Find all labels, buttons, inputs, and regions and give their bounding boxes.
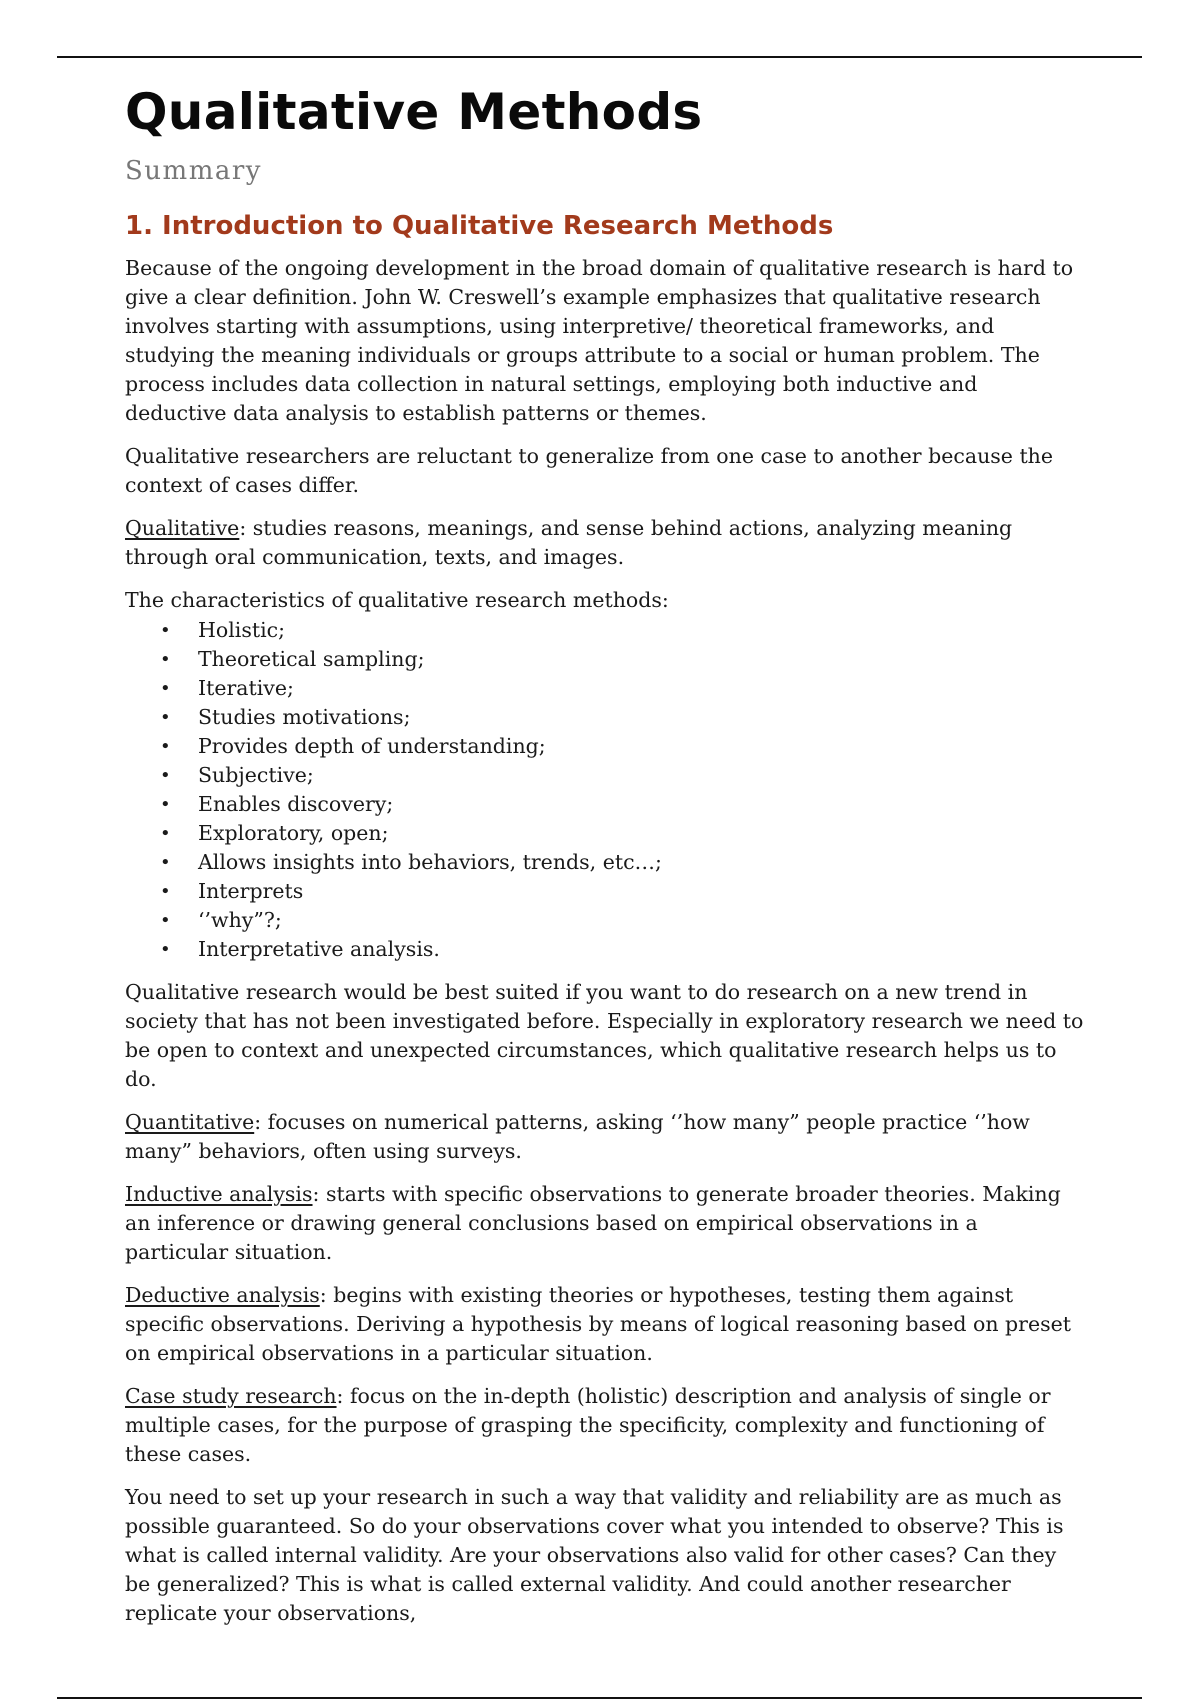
bullet-icon: • [160,678,171,699]
section-heading: 1. Introduction to Qualitative Research Methods [125,211,834,241]
bullet-icon: • [160,765,171,786]
inductive-definition [125,1180,1085,1267]
list-item: • Holistic; [160,616,1085,645]
list-item: • Interpretative analysis. [160,935,1085,964]
quantitative-definition [125,1108,1085,1166]
deductive-text: : begins with existing theories or hypotheses, testing them against specific observations. Deriving a hypothesis by means of logical reasoning based on preset on empirical observations in a particular situation. [125,1283,1071,1365]
characteristics-list [125,616,1085,964]
bullet-icon: • [160,794,171,815]
list-item: • Theoretical sampling; [160,645,1085,674]
list-item: • Iterative; [160,674,1085,703]
list-item: • Allows insights into behaviors, trends, etc…; [160,848,1085,877]
validity-paragraph: You need to set up your research in such a way that validity and reliability are as much as possible guaranteed. So do your observations cover what you intended to observe? This is what is called internal validity. Are your observations also valid for other cases? Can they be generalized? This is what is called external validity. And could another researcher replicate your observations, [125,1485,1064,1625]
characteristics-intro: The characteristics of qualitative research methods: [125,588,669,612]
bullet-icon: • [160,939,171,960]
deductive-term: Deductive analysis [125,1283,320,1307]
quantitative-text: : focuses on numerical patterns, asking ‘’how many” people practice ‘’how many” behaviors, often using surveys. [125,1110,1030,1163]
document-subtitle: Summary [125,156,262,186]
bullet-icon: • [160,649,171,670]
qualitative-term: Qualitative [125,516,240,540]
inductive-term: Inductive analysis [125,1182,313,1206]
list-item: • Interprets [160,877,1085,906]
best-suited-paragraph: Qualitative research would be best suited if you want to do research on a new trend in society that has not been investigated before. Especially in exploratory research we need to be open to context and unexpected circumstances, which qualitative research helps us to do. [125,980,1084,1091]
generalize-paragraph: Qualitative researchers are reluctant to generalize from one case to another because the context of cases differ. [125,444,1054,497]
bullet-icon: • [160,620,171,641]
bullet-icon: • [160,707,171,728]
case-study-text: : focus on the in-depth (holistic) description and analysis of single or multiple cases, for the purpose of grasping the specificity, complexity and functioning of these cases. [125,1384,1051,1466]
bullet-icon: • [160,852,171,873]
document-title: Qualitative Methods [125,83,703,141]
list-item: • Subjective; [160,761,1085,790]
deductive-definition [125,1281,1085,1368]
bottom-rule [57,1697,1142,1699]
case-study-term: Case study research [125,1384,337,1408]
case-study-definition [125,1382,1085,1469]
bullet-icon: • [160,823,171,844]
list-item: • Exploratory, open; [160,819,1085,848]
list-item: • Enables discovery; [160,790,1085,819]
qualitative-text: : studies reasons, meanings, and sense behind actions, analyzing meaning through oral communication, texts, and images. [125,516,1013,569]
bullet-icon: • [160,910,171,931]
list-item: • Provides depth of understanding; [160,732,1085,761]
quantitative-term: Quantitative [125,1110,255,1134]
document-page [125,78,1085,1642]
list-item: • ‘’why”?; [160,906,1085,935]
bullet-icon: • [160,881,171,902]
bullet-icon: • [160,736,171,757]
list-item: • Studies motivations; [160,703,1085,732]
qualitative-definition [125,514,1085,572]
inductive-text: : starts with specific observations to generate broader theories. Making an inference or drawing general conclusions based on empirical observations in a particular situation. [125,1182,1061,1264]
intro-paragraph: Because of the ongoing development in the broad domain of qualitative research is hard to give a clear definition. John W. Creswell’s example emphasizes that qualitative research involves starting with assumptions, using interpretive/ theoretical frameworks, and studying the meaning individuals or groups attribute to a social or human problem. The process includes data collection in natural settings, employing both inductive and deductive data analysis to establish patterns or themes. [125,256,1074,425]
top-rule [57,56,1142,58]
